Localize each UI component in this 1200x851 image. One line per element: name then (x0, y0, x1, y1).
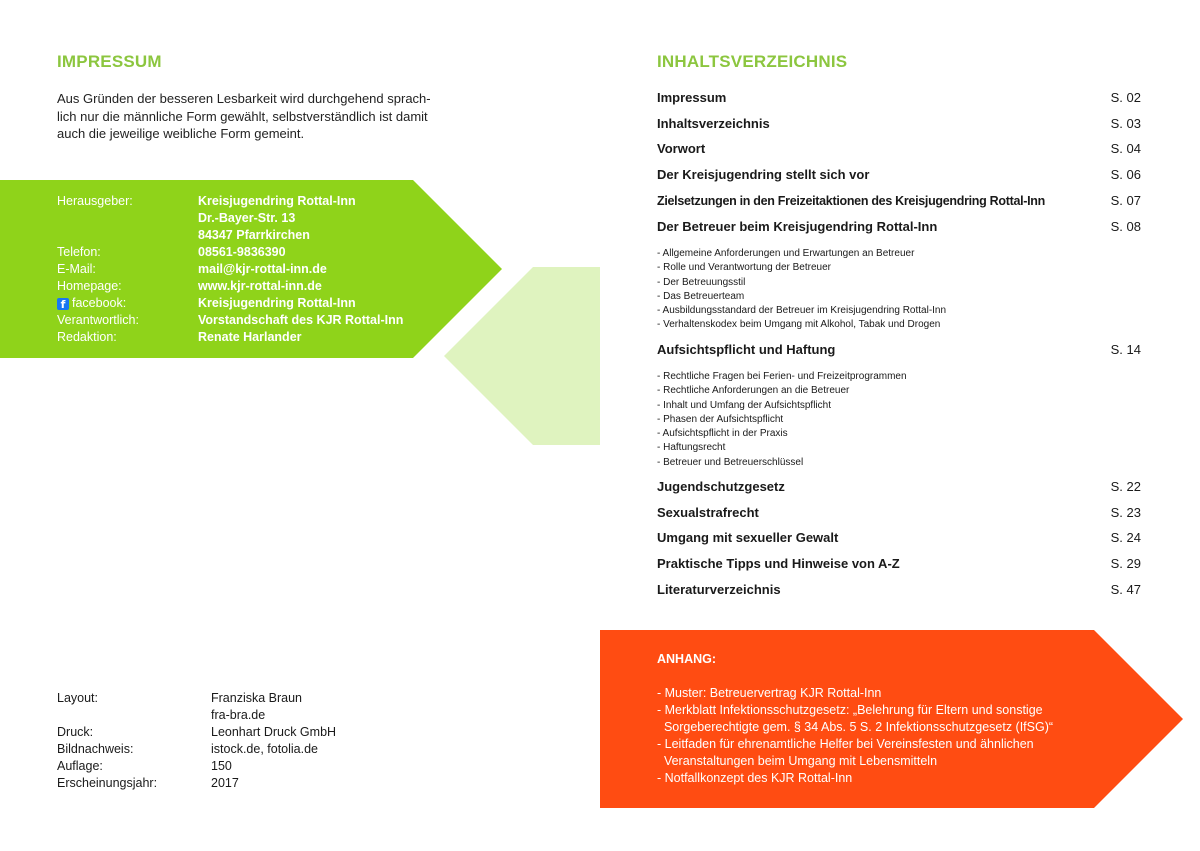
intro-line: lich nur die männliche Form gewählt, selbstverständlich ist damit (57, 108, 428, 124)
toc-entry[interactable] (657, 192, 1141, 210)
credit-label: Bildnachweis: (57, 742, 134, 756)
toc-subitem: - Rolle und Verantwortung der Betreuer (657, 262, 831, 274)
toc-entry-title: Literaturverzeichnis (657, 582, 781, 597)
info-label: Telefon: (57, 245, 101, 259)
toc-entry[interactable] (657, 478, 1141, 496)
toc-entry-title: Zielsetzungen in den Freizeitaktionen des Kreisjugendring Rottal-Inn (657, 194, 1045, 208)
toc-entry-title: Praktische Tipps und Hinweise von A-Z (657, 556, 900, 571)
toc-entry[interactable] (657, 341, 1141, 359)
toc-entry-title: Der Betreuer beim Kreisjugendring Rottal-Inn (657, 219, 938, 234)
info-value: Kreisjugendring Rottal-Inn (198, 194, 356, 208)
info-label: Homepage: (57, 279, 122, 293)
credit-label: Auflage: (57, 759, 103, 773)
toc-sublist (657, 370, 907, 470)
toc-entry-title: Jugendschutzgesetz (657, 479, 785, 494)
toc-subitem: - Phasen der Aufsichtspflicht (657, 413, 784, 425)
credit-value: 2017 (211, 776, 239, 790)
toc-entry[interactable] (657, 555, 1141, 573)
anhang-item: - Notfallkonzept des KJR Rottal-Inn (657, 771, 853, 785)
intro-line: auch die jeweilige weibliche Form gemeint. (57, 126, 305, 141)
info-value: Renate Harlander (198, 330, 302, 344)
anhang-list (657, 685, 1053, 787)
toc-entry[interactable] (657, 115, 1141, 133)
toc-entry-page: S. 07 (1110, 193, 1141, 208)
phone-value: 08561-9836390 (198, 245, 286, 259)
anhang-item: - Muster: Betreuervertrag KJR Rottal-Inn (657, 686, 882, 700)
toc-subitem: - Ausbildungsstandard der Betreuer im Kreisjugendring Rottal-Inn (657, 305, 947, 317)
impressum-heading: IMPRESSUM (57, 52, 162, 71)
facebook-link[interactable]: Kreisjugendring Rottal-Inn (198, 296, 356, 310)
toc-entry-page: S. 02 (1110, 90, 1141, 105)
toc-subitem: - Aufsichtspflicht in der Praxis (657, 428, 788, 440)
info-label-facebook (57, 295, 126, 312)
homepage-link[interactable]: www.kjr-rottal-inn.de (198, 279, 322, 293)
anhang-item: - Merkblatt Infektionsschutzgesetz: „Belehrung für Eltern und sonstige (657, 703, 1043, 717)
toc-subitem: - Verhaltenskodex beim Umgang mit Alkohol, Tabak und Drogen (657, 319, 941, 331)
toc-subitem: - Rechtliche Fragen bei Ferien- und Freizeitprogrammen (657, 371, 907, 382)
toc-heading: INHALTSVERZEICHNIS (657, 52, 848, 71)
credit-value: 150 (211, 759, 232, 773)
info-label: E-Mail: (57, 262, 96, 276)
facebook-icon: f (57, 298, 69, 310)
toc-entry-title: Vorwort (657, 141, 706, 156)
toc-entry[interactable] (657, 504, 1141, 522)
toc-subitem: - Inhalt und Umfang der Aufsichtspflicht (657, 399, 831, 411)
toc-entry-page: S. 29 (1110, 556, 1141, 571)
toc-entry[interactable] (657, 529, 1141, 547)
toc-entry-title: Aufsichtspflicht und Haftung (657, 342, 836, 357)
toc-subitem: - Betreuer und Betreuerschlüssel (657, 456, 804, 468)
credit-value: istock.de, fotolia.de (211, 742, 319, 756)
toc-subitem: - Der Betreuungsstil (657, 276, 746, 288)
toc-entry-title: Impressum (657, 90, 727, 105)
toc-entry-page: S. 03 (1110, 116, 1141, 131)
toc-subitem: - Das Betreuerteam (657, 290, 745, 302)
anhang-item: Veranstaltungen beim Umgang mit Lebensmitteln (657, 754, 938, 768)
impressum-intro (57, 90, 457, 143)
credit-value: Leonhart Druck GmbH (211, 725, 337, 739)
info-label: Redaktion: (57, 330, 117, 344)
toc-entry-page: S. 24 (1110, 530, 1141, 545)
toc-entry[interactable] (657, 218, 1141, 236)
toc-entry-page: S. 06 (1110, 167, 1141, 182)
toc-entry-page: S. 23 (1110, 505, 1141, 520)
toc-entry-page: S. 14 (1110, 342, 1141, 357)
toc-sublist (657, 247, 946, 333)
credit-value: Franziska Braun (211, 691, 303, 705)
info-value: 84347 Pfarrkirchen (198, 228, 310, 242)
toc-subitem: - Haftungsrecht (657, 442, 726, 454)
anhang-item: - Leitfaden für ehrenamtliche Helfer bei Vereinsfesten und ähnlichen (657, 737, 1034, 751)
facebook-label: facebook: (72, 296, 127, 310)
toc-entry-page: S. 22 (1110, 479, 1141, 494)
info-value: Vorstandschaft des KJR Rottal-Inn (198, 313, 404, 327)
toc-entry-page: S. 47 (1110, 582, 1141, 597)
anhang-title: ANHANG: (657, 652, 717, 666)
credit-label: Layout: (57, 691, 99, 705)
credit-value: fra-bra.de (211, 708, 266, 722)
toc-entry[interactable] (657, 581, 1141, 599)
intro-line: Aus Gründen der besseren Lesbarkeit wird durchgehend sprach- (57, 91, 431, 106)
toc-entry-page: S. 08 (1110, 219, 1141, 234)
toc-entry[interactable] (657, 140, 1141, 158)
toc-entry[interactable] (657, 89, 1141, 107)
toc-entry-title: Umgang mit sexueller Gewalt (657, 530, 839, 545)
toc-entry-title: Der Kreisjugendring stellt sich vor (657, 167, 870, 182)
info-value: Dr.-Bayer-Str. 13 (198, 211, 296, 225)
toc-subitem: - Rechtliche Anforderungen an die Betreuer (657, 385, 850, 397)
toc-entry-title: Inhaltsverzeichnis (657, 116, 770, 131)
light-green-arrow (444, 267, 600, 445)
toc-entry-page: S. 04 (1110, 141, 1141, 156)
credit-label: Erscheinungsjahr: (57, 776, 158, 790)
info-label: Herausgeber: (57, 194, 133, 208)
toc-subitem: - Allgemeine Anforderungen und Erwartungen an Betreuer (657, 248, 915, 259)
email-link[interactable]: mail@kjr-rottal-inn.de (198, 262, 327, 276)
credit-label: Druck: (57, 725, 94, 739)
toc-entry[interactable] (657, 166, 1141, 184)
info-label: Verantwortlich: (57, 313, 139, 327)
anhang-item: Sorgeberechtigte gem. § 34 Abs. 5 S. 2 Infektionsschutzgesetz (IfSG)“ (657, 720, 1054, 734)
toc-entry-title: Sexualstrafrecht (657, 505, 759, 520)
